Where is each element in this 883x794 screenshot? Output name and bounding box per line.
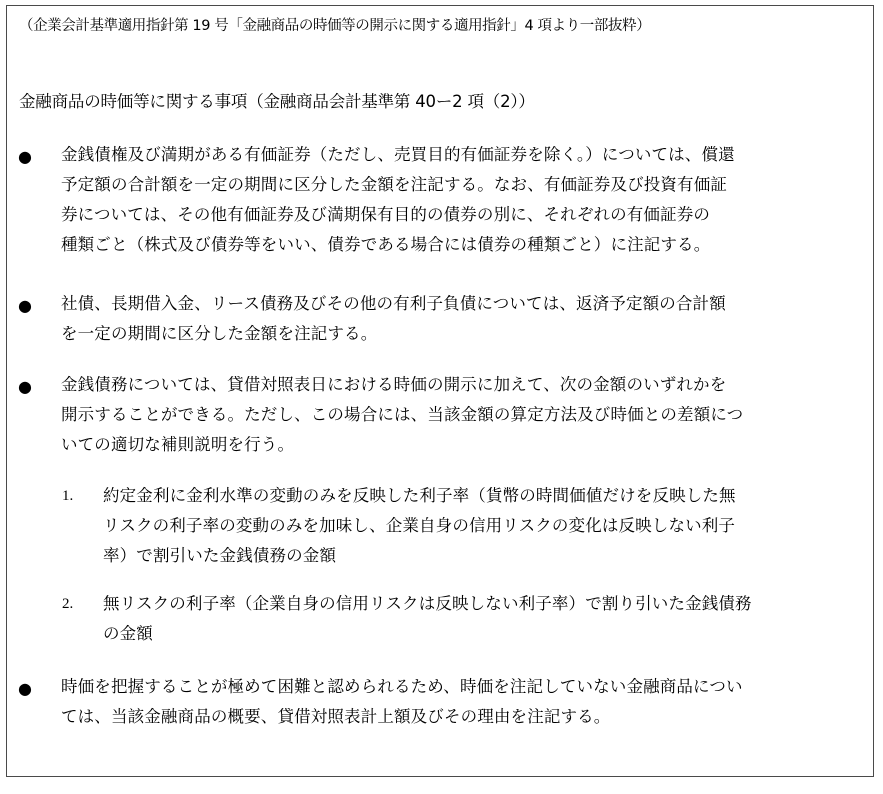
list-item-2 bbox=[61, 289, 867, 349]
list-item-line: 券については、その他有価証券及び満期保有目的の債券の別に、それぞれの有価証券の bbox=[61, 205, 711, 224]
list-item-4 bbox=[61, 672, 867, 732]
subitem-line: 約定金利に金利水準の変動のみを反映した利子率（貨幣の時間価値だけを反映した無 bbox=[103, 486, 736, 505]
subitem-number: 1. bbox=[62, 488, 74, 504]
subitem-line: リスクの利子率の変動のみを加味し、企業自身の信用リスクの変化は反映しない利子 bbox=[103, 516, 736, 535]
bullet-icon: ● bbox=[18, 296, 32, 315]
bullet-icon: ● bbox=[18, 147, 32, 166]
list-item-line: を一定の期間に区分した金額を注記する。 bbox=[61, 324, 378, 343]
subitem-line: 率）で割引いた金銭債務の金額 bbox=[103, 546, 337, 565]
source-note: （企業会計基準適用指針第 19 号「金融商品の時価等の開示に関する適用指針」4 項より一部抜粋） bbox=[19, 18, 651, 34]
list-item-1 bbox=[61, 140, 867, 260]
subitem-2 bbox=[103, 589, 867, 649]
list-item-line: いての適切な補則説明を行う。 bbox=[61, 435, 295, 454]
list-item-line: 予定額の合計額を一定の期間に区分した金額を注記する。なお、有価証券及び投資有価証 bbox=[61, 175, 727, 194]
list-item-3 bbox=[61, 370, 867, 460]
list-item-line: ては、当該金融商品の概要、貸借対照表計上額及びその理由を注記する。 bbox=[61, 707, 611, 726]
list-item-line: 時価を把握することが極めて困難と認められるため、時価を注記していない金融商品につい bbox=[61, 677, 743, 696]
subitem-number: 2. bbox=[62, 596, 74, 612]
subitem-line: 無リスクの利子率（企業自身の信用リスクは反映しない利子率）で割り引いた金銭債務 bbox=[103, 594, 752, 613]
subitem-1 bbox=[103, 481, 867, 571]
list-item-line: 社債、長期借入金、リース債務及びその他の有利子負債については、返済予定額の合計額 bbox=[61, 294, 726, 313]
section-heading: 金融商品の時価等に関する事項（金融商品会計基準第 40ー2 項（2）） bbox=[19, 92, 535, 111]
bullet-icon: ● bbox=[18, 679, 32, 698]
list-item-line: 金銭債権及び満期がある有価証券（ただし、売買目的有価証券を除く。）については、償還 bbox=[61, 145, 735, 164]
subitem-line: の金額 bbox=[103, 624, 153, 643]
bullet-icon: ● bbox=[18, 377, 32, 396]
list-item-line: 開示することができる。ただし、この場合には、当該金額の算定方法及び時価との差額につ bbox=[61, 405, 744, 424]
list-item-line: 種類ごと（株式及び債券等をいい、債券である場合には債券の種類ごと）に注記する。 bbox=[61, 235, 711, 254]
list-item-line: 金銭債務については、貸借対照表日における時価の開示に加えて、次の金額のいずれかを bbox=[61, 375, 727, 394]
